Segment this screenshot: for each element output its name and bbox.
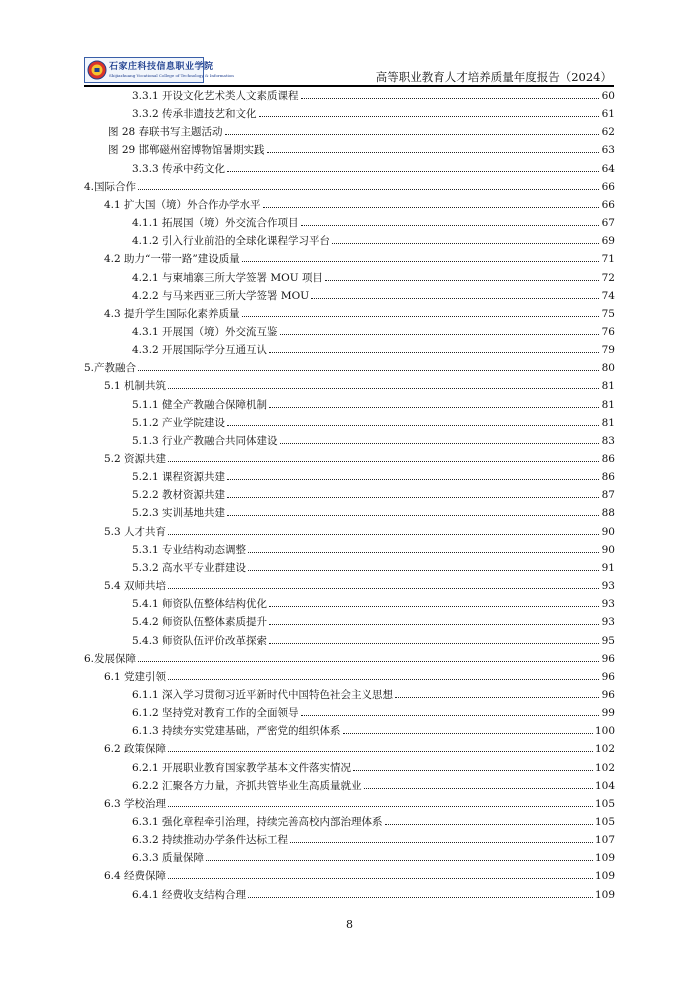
toc-entry-page: 67 bbox=[601, 217, 615, 230]
toc-entry-page: 79 bbox=[601, 344, 615, 357]
toc-entry-title: 5.4.3 师资队伍评价改革探索 bbox=[132, 634, 268, 647]
toc-entry-title: 4.2.1 与柬埔寨三所大学签署 MOU 项目 bbox=[132, 271, 323, 284]
toc-entry-page: 76 bbox=[601, 325, 615, 338]
toc-entry-title: 5.2 资源共建 bbox=[104, 453, 167, 465]
toc-dot-leader bbox=[311, 298, 599, 299]
toc-entry[interactable] bbox=[84, 196, 615, 214]
toc-entry-title: 6.2.1 开展职业教育国家教学基本文件落实情况 bbox=[132, 761, 352, 774]
toc-entry-page: 75 bbox=[601, 307, 615, 320]
toc-entry[interactable] bbox=[84, 486, 615, 504]
toc-entry-title: 6.3.2 持续推动办学条件达标工程 bbox=[132, 834, 289, 847]
toc-dot-leader bbox=[227, 425, 599, 426]
logo-english-name: Shijiazhuang Vocational College of Technology & Information bbox=[109, 72, 234, 78]
toc-entry-page: 63 bbox=[601, 144, 615, 157]
toc-entry[interactable] bbox=[84, 178, 615, 196]
toc-entry-title: 5.4.1 师资队伍整体结构优化 bbox=[132, 598, 268, 611]
toc-entry[interactable] bbox=[84, 504, 615, 522]
toc-entry-title: 6.3 学校治理 bbox=[104, 797, 167, 810]
toc-dot-leader bbox=[248, 897, 593, 898]
toc-entry-title: 6.1.2 坚持党对教育工作的全面领导 bbox=[132, 707, 299, 720]
toc-dot-leader bbox=[301, 715, 599, 716]
toc-entry[interactable] bbox=[84, 305, 615, 323]
toc-dot-leader bbox=[325, 280, 599, 281]
toc-dot-leader bbox=[227, 497, 599, 498]
toc-entry-title: 5.3 人才共育 bbox=[104, 525, 167, 538]
toc-entry[interactable] bbox=[84, 831, 615, 849]
toc-entry[interactable] bbox=[84, 269, 615, 287]
toc-entry[interactable] bbox=[84, 523, 615, 541]
toc-entry-title: 4.3.2 开展国际学分互通互认 bbox=[132, 344, 268, 357]
toc-entry[interactable] bbox=[84, 759, 615, 777]
toc-dot-leader bbox=[227, 479, 599, 480]
toc-entry-page: 102 bbox=[594, 761, 615, 774]
toc-entry-page: 99 bbox=[601, 707, 615, 720]
toc-dot-leader bbox=[225, 134, 599, 135]
toc-entry-page: 96 bbox=[601, 688, 615, 701]
toc-dot-leader bbox=[263, 207, 599, 208]
toc-entry[interactable] bbox=[84, 214, 615, 232]
toc-dot-leader bbox=[343, 733, 593, 734]
toc-dot-leader bbox=[248, 570, 599, 571]
toc-entry-title: 5.2.1 课程资源共建 bbox=[132, 471, 226, 484]
toc-dot-leader bbox=[242, 261, 599, 262]
toc-entry[interactable] bbox=[84, 450, 615, 468]
toc-entry-title: 4.国际合作 bbox=[84, 180, 137, 193]
toc-dot-leader bbox=[259, 116, 599, 117]
toc-entry-page: 96 bbox=[601, 652, 615, 665]
toc-entry-title: 4.1.1 拓展国（境）外交流合作项目 bbox=[132, 217, 299, 230]
toc-dot-leader bbox=[280, 334, 599, 335]
toc-dot-leader bbox=[168, 461, 599, 462]
toc-entry[interactable] bbox=[84, 432, 615, 450]
toc-entry[interactable] bbox=[84, 613, 615, 631]
toc-dot-leader bbox=[269, 606, 599, 607]
toc-entry-page: 83 bbox=[601, 434, 615, 447]
toc-entry-page: 93 bbox=[601, 616, 615, 629]
toc-entry[interactable] bbox=[84, 686, 615, 704]
toc-entry-page: 102 bbox=[594, 743, 615, 756]
toc-entry-title: 图 29 邯郸磁州窑博物馆暑期实践 bbox=[108, 144, 265, 157]
toc-entry[interactable] bbox=[84, 160, 615, 178]
toc-entry[interactable] bbox=[84, 777, 615, 795]
toc-entry[interactable] bbox=[84, 577, 615, 595]
toc-entry-title: 6.2 政策保障 bbox=[104, 743, 167, 756]
toc-entry[interactable] bbox=[84, 323, 615, 341]
college-logo bbox=[84, 57, 234, 83]
toc-entry-page: 62 bbox=[601, 126, 615, 139]
toc-entry[interactable] bbox=[84, 795, 615, 813]
toc-entry-title: 4.1 扩大国（境）外合作办学水平 bbox=[104, 198, 261, 211]
toc-dot-leader bbox=[206, 860, 593, 861]
toc-entry[interactable] bbox=[84, 559, 615, 577]
toc-entry-title: 4.3.1 开展国（境）外交流互鉴 bbox=[132, 325, 278, 338]
toc-entry-title: 6.4.1 经费收支结构合理 bbox=[132, 888, 247, 901]
toc-entry-page: 90 bbox=[601, 525, 615, 538]
toc-entry-title: 5.2.3 实训基地共建 bbox=[132, 507, 226, 520]
toc-dot-leader bbox=[395, 697, 599, 698]
toc-entry-page: 87 bbox=[601, 489, 615, 502]
toc-entry[interactable] bbox=[84, 359, 615, 377]
toc-entry-title: 图 28 春联书写主题活动 bbox=[108, 126, 223, 139]
toc-dot-leader bbox=[248, 552, 599, 553]
toc-entry-page: 86 bbox=[601, 453, 615, 465]
page-number: 8 bbox=[346, 918, 353, 931]
toc-entry[interactable] bbox=[84, 813, 615, 831]
toc-entry-page: 100 bbox=[594, 725, 615, 738]
toc-entry-title: 6.2.2 汇聚各方力量，齐抓共管毕业生高质量就业 bbox=[132, 779, 362, 792]
toc-entry-page: 96 bbox=[601, 670, 615, 683]
toc-entry-title: 5.1.1 健全产教融合保障机制 bbox=[132, 398, 268, 411]
toc-dot-leader bbox=[168, 388, 599, 389]
report-title: 高等职业教育人才培养质量年度报告（2024） bbox=[375, 70, 612, 84]
toc-entry-page: 66 bbox=[601, 180, 615, 193]
toc-entry-page: 90 bbox=[601, 543, 615, 556]
toc-dot-leader bbox=[227, 171, 599, 172]
toc-dot-leader bbox=[364, 788, 593, 789]
toc-dot-leader bbox=[138, 370, 599, 371]
toc-dot-leader bbox=[168, 534, 599, 535]
toc-entry-title: 6.1 党建引领 bbox=[104, 670, 167, 683]
toc-entry-title: 5.2.2 教材资源共建 bbox=[132, 489, 226, 502]
toc-entry[interactable] bbox=[84, 232, 615, 250]
toc-entry-title: 6.3.3 质量保障 bbox=[132, 852, 205, 865]
toc-entry[interactable] bbox=[84, 867, 615, 885]
toc-dot-leader bbox=[269, 643, 599, 644]
toc-entry-title: 3.3.3 传承中药文化 bbox=[132, 162, 226, 175]
toc-entry-title: 4.2 助力“一带一路”建设质量 bbox=[104, 253, 240, 266]
toc-entry-title: 3.3.2 传承非遗技艺和文化 bbox=[132, 108, 257, 121]
toc-entry[interactable] bbox=[84, 287, 615, 305]
toc-dot-leader bbox=[301, 98, 599, 99]
toc-entry-page: 72 bbox=[601, 271, 615, 284]
toc-entry-page: 81 bbox=[601, 398, 615, 411]
toc-entry-title: 5.1.3 行业产教融合共同体建设 bbox=[132, 434, 278, 447]
toc-entry[interactable] bbox=[84, 123, 615, 141]
toc-dot-leader bbox=[168, 806, 593, 807]
toc-entry-page: 80 bbox=[601, 362, 615, 375]
toc-entry-title: 3.3.1 开设文化艺术类人文素质课程 bbox=[132, 90, 299, 102]
toc-entry[interactable] bbox=[84, 141, 615, 159]
page-header bbox=[84, 55, 614, 87]
toc-entry-title: 5.4.2 师资队伍整体素质提升 bbox=[132, 616, 268, 629]
toc-entry-page: 66 bbox=[601, 198, 615, 211]
toc-entry[interactable] bbox=[84, 886, 615, 904]
toc-entry-title: 4.2.2 与马来西亚三所大学签署 MOU bbox=[132, 289, 310, 302]
toc-entry[interactable] bbox=[84, 722, 615, 740]
toc-entry-title: 5.4 双师共培 bbox=[104, 580, 167, 593]
college-seal-icon bbox=[87, 60, 107, 80]
toc-entry-title: 4.1.2 引入行业前沿的全球化课程学习平台 bbox=[132, 235, 331, 248]
toc-dot-leader bbox=[269, 624, 599, 625]
toc-entry[interactable] bbox=[84, 396, 615, 414]
toc-dot-leader bbox=[269, 407, 599, 408]
toc-dot-leader bbox=[138, 189, 599, 190]
toc-dot-leader bbox=[301, 225, 599, 226]
toc-entry-page: 95 bbox=[601, 634, 615, 647]
toc-entry-page: 69 bbox=[601, 235, 615, 248]
toc-dot-leader bbox=[269, 352, 599, 353]
toc-entry-page: 93 bbox=[601, 580, 615, 593]
toc-entry[interactable] bbox=[84, 632, 615, 650]
toc-entry[interactable] bbox=[84, 87, 615, 105]
toc-entry[interactable] bbox=[84, 668, 615, 686]
toc-dot-leader bbox=[280, 443, 599, 444]
toc-entry-title: 4.3 提升学生国际化素养质量 bbox=[104, 307, 240, 320]
toc-entry-page: 109 bbox=[594, 870, 615, 883]
toc-entry-page: 64 bbox=[601, 162, 615, 175]
toc-entry-title: 6.1.1 深入学习贯彻习近平新时代中国特色社会主义思想 bbox=[132, 688, 394, 701]
toc-entry[interactable] bbox=[84, 650, 615, 668]
toc-entry[interactable] bbox=[84, 849, 615, 867]
toc-entry[interactable] bbox=[84, 341, 615, 359]
toc-entry-page: 60 bbox=[601, 90, 615, 102]
toc-entry-title: 5.1.2 产业学院建设 bbox=[132, 416, 226, 429]
toc-entry-title: 6.4 经费保障 bbox=[104, 870, 167, 883]
toc-entry-title: 5.3.1 专业结构动态调整 bbox=[132, 543, 247, 556]
toc-entry-page: 109 bbox=[594, 852, 615, 865]
toc-entry-page: 109 bbox=[594, 888, 615, 901]
toc-dot-leader bbox=[168, 588, 599, 589]
toc-entry-page: 105 bbox=[594, 816, 615, 828]
toc-entry-title: 6.1.3 持续夯实党建基础，严密党的组织体系 bbox=[132, 725, 341, 738]
toc-dot-leader bbox=[267, 152, 599, 153]
toc-dot-leader bbox=[385, 824, 593, 825]
toc-dot-leader bbox=[138, 661, 599, 662]
toc-entry-title: 5.1 机制共筑 bbox=[104, 380, 167, 393]
toc-entry[interactable] bbox=[84, 377, 615, 395]
toc-entry[interactable] bbox=[84, 704, 615, 722]
toc-dot-leader bbox=[242, 316, 599, 317]
toc-entry-page: 88 bbox=[601, 507, 615, 520]
toc-entry-page: 74 bbox=[601, 289, 615, 302]
toc-entry-page: 71 bbox=[601, 253, 615, 266]
toc-entry[interactable] bbox=[84, 740, 615, 758]
toc-entry-page: 105 bbox=[594, 797, 615, 810]
toc-entry-title: 6.发展保障 bbox=[84, 652, 137, 665]
toc-entry-title: 6.3.1 强化章程牵引治理，持续完善高校内部治理体系 bbox=[132, 816, 383, 828]
toc-entry-page: 91 bbox=[601, 561, 615, 574]
toc-entry[interactable] bbox=[84, 468, 615, 486]
toc-entry[interactable] bbox=[84, 105, 615, 123]
toc-entry-title: 5.产教融合 bbox=[84, 362, 137, 375]
toc-entry-page: 81 bbox=[601, 416, 615, 429]
toc-dot-leader bbox=[227, 515, 599, 516]
toc-dot-leader bbox=[332, 243, 599, 244]
toc-entry[interactable] bbox=[84, 250, 615, 268]
toc-entry[interactable] bbox=[84, 414, 615, 432]
logo-chinese-name: 石家庄科技信息职业学院 bbox=[109, 61, 214, 72]
toc-entry-page: 61 bbox=[601, 108, 615, 121]
toc-entry-page: 104 bbox=[594, 779, 615, 792]
toc-entry-page: 86 bbox=[601, 471, 615, 484]
toc-dot-leader bbox=[168, 878, 593, 879]
toc-entry-title: 5.3.2 高水平专业群建设 bbox=[132, 561, 247, 574]
toc-entry[interactable] bbox=[84, 541, 615, 559]
toc-dot-leader bbox=[168, 679, 599, 680]
toc-dot-leader bbox=[168, 751, 593, 752]
toc-dot-leader bbox=[290, 842, 593, 843]
toc-entry-page: 93 bbox=[601, 598, 615, 611]
toc-entry-page: 81 bbox=[601, 380, 615, 393]
toc-entry[interactable] bbox=[84, 595, 615, 613]
toc-entry-page: 107 bbox=[594, 834, 615, 847]
toc-dot-leader bbox=[353, 770, 593, 771]
